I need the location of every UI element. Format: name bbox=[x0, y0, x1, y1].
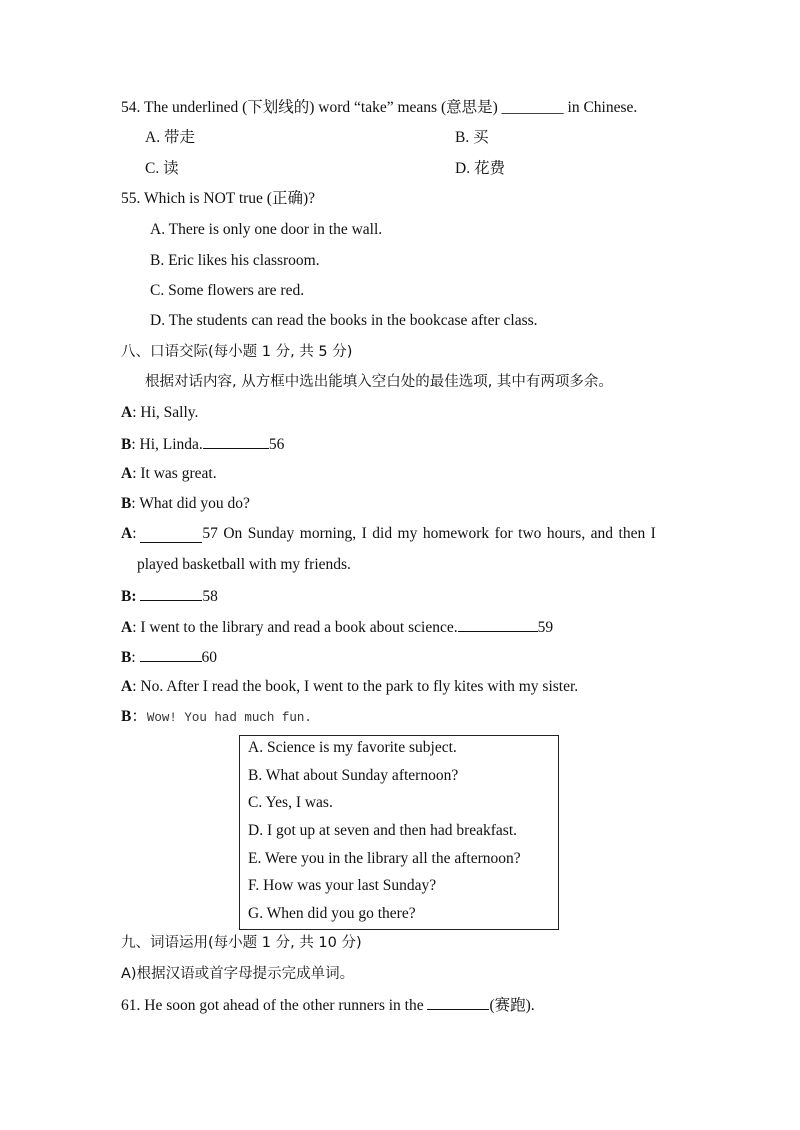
q54-option-d: D. 花费 bbox=[455, 160, 505, 177]
q61-stem: 61. He soon got ahead of the other runners in the bbox=[121, 997, 428, 1014]
box-option-d: D. I got up at seven and then had breakfast. bbox=[248, 822, 518, 839]
speaker: A bbox=[121, 404, 133, 421]
dialogue-line-5: A : 57 On Sunday morning, I did my homework for two hours, and then I bbox=[121, 525, 656, 542]
answer-blank-56[interactable] bbox=[203, 433, 269, 449]
box-option-c: C. Yes, I was. bbox=[248, 794, 333, 811]
speaker: B bbox=[121, 649, 132, 666]
speaker: B: bbox=[121, 588, 137, 605]
q55-stem: 55. Which is NOT true (正确)? bbox=[121, 190, 315, 207]
dialogue-line-7: A: I went to the library and read a book about science. 59 bbox=[121, 616, 553, 638]
section8-title: 八、口语交际(每小题 1 分, 共 5 分) bbox=[121, 344, 353, 360]
section9-part-a: A)根据汉语或首字母提示完成单词。 bbox=[121, 966, 355, 982]
dialogue-line-6 bbox=[121, 585, 218, 607]
q55-option-a: A. There is only one door in the wall. bbox=[150, 221, 383, 238]
box-option-e: E. Were you in the library all the afternoon? bbox=[248, 850, 521, 867]
dialogue-text: played basketball with my friends. bbox=[137, 556, 351, 573]
speaker: B bbox=[121, 708, 132, 725]
dialogue-text: No. After I read the book, I went to the park to fly kites with my sister. bbox=[140, 678, 579, 695]
dialogue-line-3: A: It was great. bbox=[121, 465, 217, 482]
speaker: A bbox=[121, 465, 133, 482]
q54-option-b: B. 买 bbox=[455, 129, 489, 146]
speaker: A bbox=[121, 678, 133, 695]
answer-blank-57[interactable] bbox=[140, 527, 202, 543]
answer-blank-58[interactable] bbox=[140, 585, 202, 601]
dialogue-line-2: B: Hi, Linda. 56 bbox=[121, 433, 284, 455]
blank-number: 57 bbox=[202, 525, 218, 542]
dialogue-text: What did you do? bbox=[139, 495, 250, 512]
dialogue-line-10: B：Wow! You had much fun. bbox=[121, 708, 312, 725]
answer-blank-60[interactable] bbox=[140, 646, 202, 662]
q54-option-a: A. 带走 bbox=[145, 129, 195, 146]
dialogue-text: On Sunday morning, I did my homework for two hours, and then I bbox=[217, 525, 656, 542]
section9-title: 九、词语运用(每小题 1 分, 共 10 分) bbox=[121, 935, 362, 951]
q61-hint: (赛跑). bbox=[489, 997, 535, 1014]
box-option-g: G. When did you go there? bbox=[248, 905, 416, 922]
speaker: A bbox=[121, 619, 133, 636]
answer-blank-61[interactable] bbox=[427, 994, 489, 1010]
dialogue-line-1: A: Hi, Sally. bbox=[121, 404, 199, 421]
q55-option-b: B. Eric likes his classroom. bbox=[150, 252, 320, 269]
q55-option-c: C. Some flowers are red. bbox=[150, 282, 305, 299]
options-box bbox=[239, 735, 559, 930]
dialogue-line-5-cont bbox=[137, 555, 351, 575]
dialogue-line-4: B: What did you do? bbox=[121, 495, 250, 512]
speaker: A bbox=[121, 525, 133, 542]
blank-number: 59 bbox=[537, 619, 554, 636]
q54-stem: 54. The underlined (下划线的) word “take” means (意思是) ________ in Chinese. bbox=[121, 99, 638, 116]
box-option-b: B. What about Sunday afternoon? bbox=[248, 767, 459, 784]
dialogue-line-9: A: No. After I read the book, I went to the park to fly kites with my sister. bbox=[121, 678, 579, 695]
box-option-a: A. Science is my favorite subject. bbox=[248, 739, 457, 756]
blank-number: 58 bbox=[202, 588, 218, 605]
dialogue-line-8: B: 60 bbox=[121, 646, 217, 668]
q54-option-c: C. 读 bbox=[145, 160, 179, 177]
dialogue-text: I went to the library and read a book about science. bbox=[140, 619, 458, 636]
dialogue-text: Wow! You had much fun. bbox=[146, 711, 312, 725]
speaker: B bbox=[121, 495, 132, 512]
section8-instruction: 根据对话内容, 从方框中选出能填入空白处的最佳选项, 其中有两项多余。 bbox=[145, 374, 613, 390]
dialogue-text: It was great. bbox=[140, 465, 217, 482]
blank-number: 60 bbox=[201, 649, 218, 666]
q55-option-d: D. The students can read the books in the bookcase after class. bbox=[150, 312, 538, 329]
box-option-f: F. How was your last Sunday? bbox=[248, 877, 437, 894]
dialogue-text: Hi, Linda. bbox=[139, 436, 203, 453]
speaker: B bbox=[121, 436, 132, 453]
answer-blank-59[interactable] bbox=[458, 616, 538, 632]
q61 bbox=[121, 994, 535, 1016]
blank-number: 56 bbox=[268, 436, 285, 453]
dialogue-text: Hi, Sally. bbox=[140, 404, 199, 421]
